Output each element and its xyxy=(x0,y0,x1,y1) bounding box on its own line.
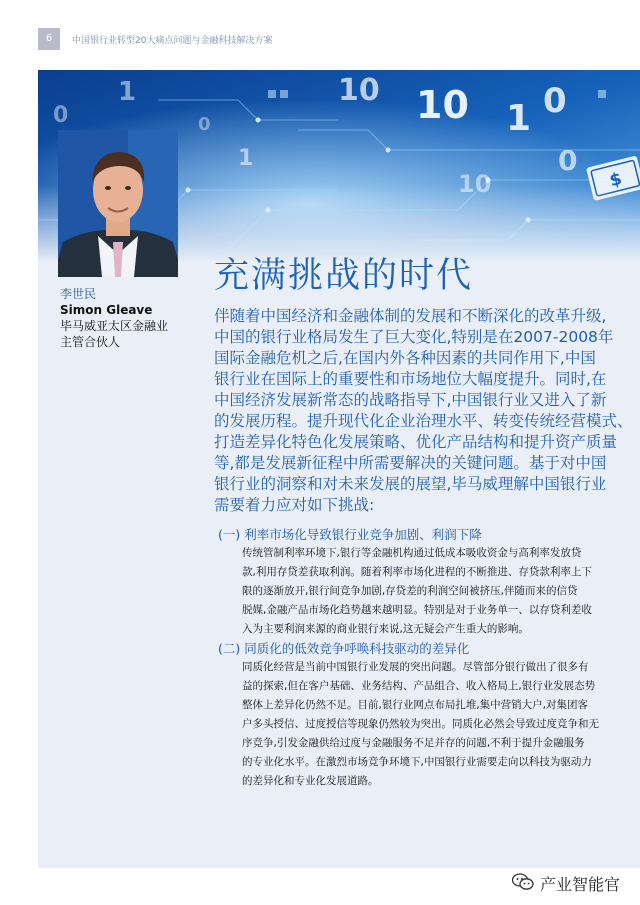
author-title-line: 主管合伙人 xyxy=(60,335,121,349)
lead-line: 等,都是发展新征程中所需要解决的关键问题。基于对中国 xyxy=(214,454,607,472)
body-line: 益的探索,但在客户基础、业务结构、产品组合、收入格局上,银行业发展态势 xyxy=(242,680,596,692)
article-headline: 充满挑战的时代 xyxy=(214,256,474,296)
lead-line: 中国的银行业格局发生了巨大变化,特别是在2007-2008年 xyxy=(214,328,614,346)
section-heading-1: (一) 利率市场化导致银行业竞争加剧、利润下降 xyxy=(218,527,482,542)
body-line: 脱媒,金融产品市场化趋势越来越明显。特别是对于业务单一、以存贷利差收 xyxy=(242,604,592,616)
lead-line: 中国经济发展新常态的战略指导下,中国银行业又进入了新 xyxy=(214,391,607,409)
wechat-icon xyxy=(512,873,534,895)
section-heading-2: (二) 同质化的低效竞争呼唤科技驱动的差异化 xyxy=(218,641,470,656)
lead-line: 银行业在国际上的重要性和市场地位大幅度提升。同时,在 xyxy=(214,370,607,388)
page-number: 6 xyxy=(38,28,60,50)
author-title-line: 毕马威亚太区金融业 xyxy=(60,319,169,333)
wechat-watermark xyxy=(512,872,620,895)
body-line: 款,利用存贷差获取利润。随着利率市场化进程的不断推进、存贷款利率上下 xyxy=(242,566,592,578)
body-line: 序竞争,引发金融供给过度与金融服务不足并存的问题,不利于提升金融服务 xyxy=(242,737,585,749)
lead-line: 国际金融危机之后,在国内外各种因素的共同作用下,中国 xyxy=(214,349,596,367)
body-line: 限的逐渐放开,银行间竞争加剧,存贷差的利润空间被挤压,伴随而来的信贷 xyxy=(242,585,578,597)
author-name-cn: 李世民 xyxy=(60,287,97,301)
body-line: 户多头授信、过度授信等现象仍然较为突出。同质化必然会导致过度竞争和无 xyxy=(242,718,599,730)
section-body-2 xyxy=(242,658,612,791)
author-portrait xyxy=(58,130,178,277)
author-name-en: Simon Gleave xyxy=(60,303,153,317)
lead-line: 打造差异化特色化发展策略、优化产品结构和提升资产质量 xyxy=(214,433,618,451)
section-body-1 xyxy=(242,544,612,639)
lead-line: 伴随着中国经济和金融体制的发展和不断深化的改革升级, xyxy=(214,307,607,325)
lead-line: 银行业的洞察和对未来发展的展望,毕马威理解中国银行业 xyxy=(214,475,607,493)
page-header xyxy=(0,0,640,50)
body-line: 同质化经营是当前中国银行业发展的突出问题。尽管部分银行做出了很多有 xyxy=(242,661,589,673)
body-line: 入为主要利润来源的商业银行来说,这无疑会产生重大的影响。 xyxy=(242,623,529,635)
body-line: 的专业化水平。在激烈市场竞争环境下,中国银行业需要走向以科技为驱动力 xyxy=(242,756,592,768)
lead-line: 需要着力应对如下挑战: xyxy=(214,496,375,514)
running-title: 中国银行业转型20大痛点问题与金融科技解决方案 xyxy=(72,36,273,46)
lead-line: 的发展历程。提升现代化企业治理水平、转变传统经营模式、 xyxy=(214,412,633,430)
lead-paragraph xyxy=(214,306,633,516)
author-info xyxy=(60,286,200,350)
watermark-text: 产业智能官 xyxy=(540,875,621,894)
body-line: 整体上差异化仍然不足。目前,银行业网点布局扎堆,集中营销大户,对集团客 xyxy=(242,699,589,711)
body-line: 传统管制利率环境下,银行等金融机构通过低成本吸收资金与高利率发放贷 xyxy=(242,547,582,559)
body-line: 的差异化和专业化发展道路。 xyxy=(242,775,379,787)
